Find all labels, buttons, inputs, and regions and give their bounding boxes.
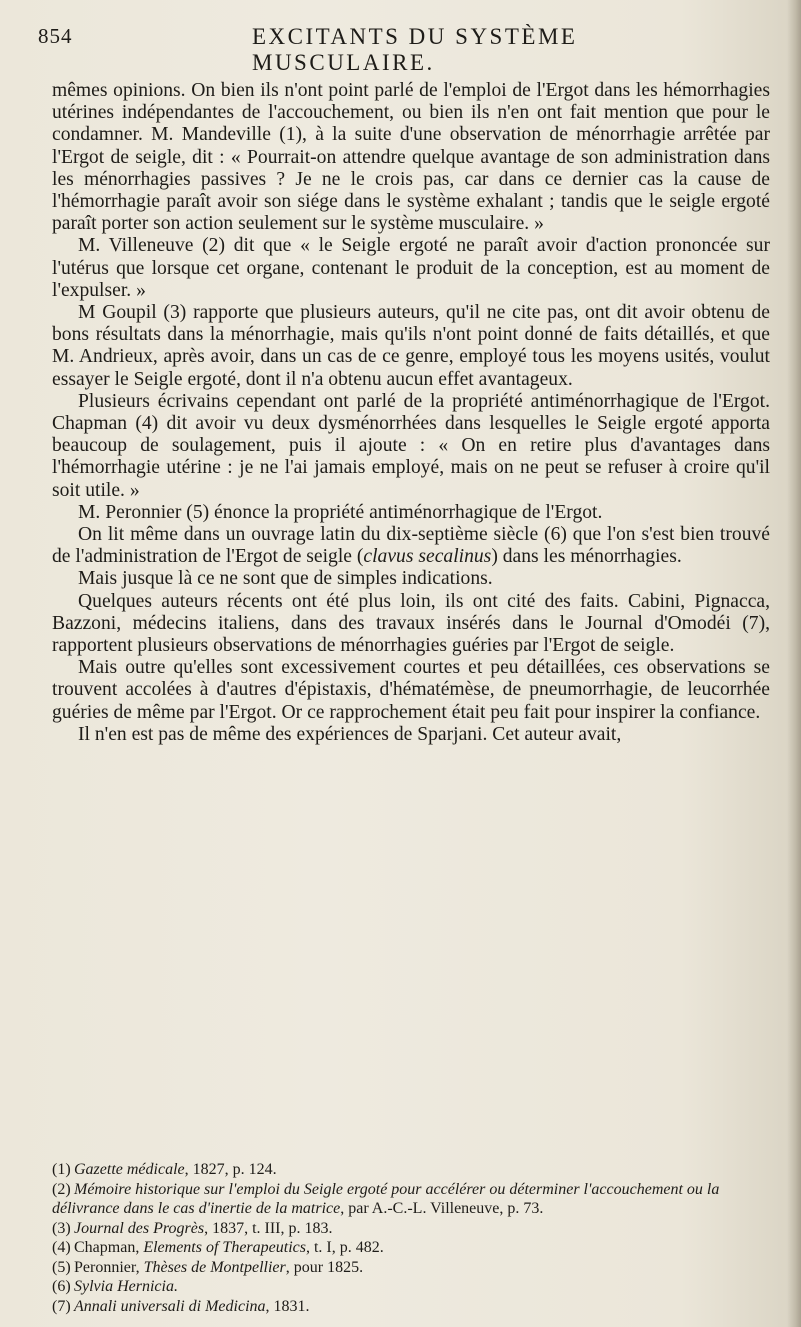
paragraph-1: mêmes opinions. On bien ils n'ont point parlé de l'emploi de l'Ergot dans les hémorrhagies utérines indépendantes de l'accouchement, ou bien ils n'en ont fait mention que pour le condamner. M. Mandeville (1), à la suite d'une observation de ménorrhagie arrêtée par l'Ergot de seigle, dit : « Pourrait-on attendre quelque avantage de son administration dans les ménorrhagies passives ? Je ne le crois pas, car dans ce dernier cas la cause de l'hémorrhagie paraît avoir son siége dans le système exhalant ; tandis que le seigle ergoté paraît porter son action seulement sur le système musculaire. » — [52, 80, 770, 235]
paragraph-8: Quelques auteurs récents ont été plus loin, ils ont cité des faits. Cabini, Pignacca, Bazzoni, médecins italiens, dans des travaux insérés dans le Journal d'Omodéi (7), rapportent plusieurs observations de ménorrhagies guéries par l'Ergot de seigle. — [52, 590, 770, 657]
latin-term: clavus secalinus — [363, 546, 492, 568]
footnote — [52, 1277, 770, 1297]
footnote-detail: , t. I, p. 482. — [305, 1239, 384, 1256]
footnote-detail: , par A.-C.-L. Villeneuve, p. 73. — [340, 1200, 544, 1217]
footnote-title: Elements of Therapeutics — [143, 1239, 306, 1256]
footnote-title: Journal des Progrès — [74, 1219, 205, 1237]
footnote-detail: , 1837, t. III, p. 183. — [204, 1219, 333, 1237]
footnote — [52, 1297, 770, 1317]
footnotes — [52, 1160, 770, 1316]
paragraph-6 — [52, 524, 770, 568]
paragraph-5: M. Peronnier (5) énonce la propriété antiménorrhagique de l'Ergot. — [78, 501, 603, 523]
page-edge-shadow — [787, 0, 801, 1327]
footnote-title: Gazette médicale — [74, 1161, 185, 1178]
footnote-number: (1) — [52, 1161, 71, 1178]
paragraph-4: Plusieurs écrivains cependant ont parlé de la propriété antiménorrhagique de l'Ergot. Chapman (4) dit avoir vu deux dysménorrhées dans lesquelles le Seigle ergoté apporta beaucoup de soulagement, puis il ajoute : « On en retire plus d'avantages dans l'hémorrhagie utérine : je ne l'ai jamais employé, mais on ne peut se refuser à croire qu'il soit utile. » — [52, 390, 770, 501]
footnote — [52, 1238, 770, 1258]
footnote-title: Annali universali di Medicina — [74, 1297, 266, 1315]
main-text — [52, 80, 770, 746]
footnote-number: (3) — [52, 1219, 71, 1237]
page-number: 854 — [38, 24, 73, 48]
paragraph-9: Mais outre qu'elles sont excessivement courtes et peu détaillées, ces observations se trouvent accolées à d'autres d'épistaxis, d'hématémèse, de pneumorrhagie, de leucorrhée guéries de même par l'Ergot. Or ce rapprochement était peu fait pour inspirer la confiance. — [52, 657, 770, 723]
footnote-title: Mémoire historique sur l'emploi du Seigle ergoté pour accélérer ou déterminer l'accouchement ou la délivrance dans le cas d'inertie de la matrice — [52, 1180, 720, 1217]
footnote-detail: , 1831. — [265, 1297, 310, 1315]
page-header — [38, 24, 758, 75]
footnote — [52, 1180, 770, 1219]
footnote-author: Chapman, — [74, 1239, 144, 1256]
footnote-title: Sylvia Hernicia. — [74, 1278, 178, 1295]
footnote-number: (5) — [52, 1258, 71, 1276]
footnote-detail: , 1827, p. 124. — [184, 1161, 277, 1178]
footnote-title: Thèses de Montpellier — [143, 1258, 286, 1276]
running-title: EXCITANTS DU SYSTÈME MUSCULAIRE. — [252, 24, 578, 75]
footnote-number: (7) — [52, 1297, 71, 1315]
paragraph-2: M. Villeneuve (2) dit que « le Seigle ergoté ne paraît avoir d'action prononcée sur l'utérus que lorsque cet organe, contenant le produit de la conception, est au moment de l'expulser. » — [52, 235, 770, 301]
paragraph-6-start: On lit même dans un ouvrage latin du dix-septième siècle (6) que l'on s'est bien trouvé de l'administration de l'Ergot de seigle ( — [52, 524, 770, 568]
footnote — [52, 1258, 770, 1278]
footnote-author: Peronnier, — [74, 1258, 144, 1276]
footnote-number: (2) — [52, 1180, 71, 1198]
paragraph-7: Mais jusque là ce ne sont que de simples indications. — [78, 568, 493, 590]
footnote-number: (6) — [52, 1278, 71, 1295]
paragraph-10: Il n'en est pas de même des expériences de Sparjani. Cet auteur avait, — [78, 723, 622, 745]
footnote — [52, 1219, 770, 1239]
footnote — [52, 1160, 770, 1180]
footnote-number: (4) — [52, 1239, 71, 1256]
paragraph-3: M Goupil (3) rapporte que plusieurs auteurs, qu'il ne cite pas, ont dit avoir obtenu de bons résultats dans la ménorrhagie, mais qu'ils n'ont point donné de faits détaillés, et que M. Andrieux, après avoir, dans un cas de ce genre, employé tous les moyens usités, voulut essayer le Seigle ergoté, dont il n'a obtenu aucun effet avantageux. — [52, 302, 770, 390]
paragraph-6-end: ) dans les ménorrhagies. — [491, 546, 682, 568]
footnote-detail: , pour 1825. — [285, 1258, 364, 1276]
